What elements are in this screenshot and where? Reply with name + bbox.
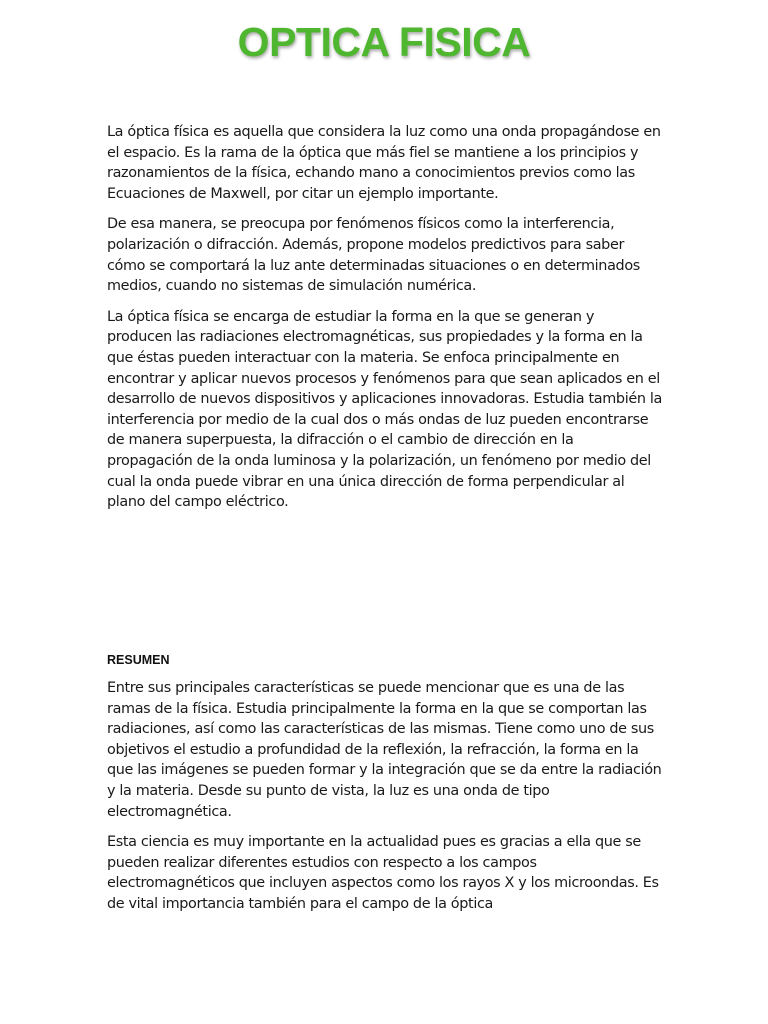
intro-section [107, 122, 663, 523]
document-title: OPTICA FISICA [237, 19, 531, 65]
summary-heading: RESUMEN [107, 653, 170, 667]
intro-paragraph-1: La óptica física es aquella que considera la luz como una onda propagándose en el espacio. Es la rama de la óptica que más fiel se mantiene a los principios y razonamientos de la física, echando mano a conocimientos previos como las Ecuaciones de Maxwell, por citar un ejemplo importante. [107, 124, 661, 202]
intro-paragraph-3: La óptica física se encarga de estudiar la forma en la que se generan y producen las radiaciones electromagnéticas, sus propiedades y la forma en la que éstas pueden interactuar con la materia. Se enfoca principalmente en encontrar y aplicar nuevos procesos y fenómenos para que sean aplicados en el desarrollo de nuevos dispositivos y aplicaciones innovadoras. Estudia también la interferencia por medio de la cual dos o más ondas de luz pueden encontrarse de manera superpuesta, la difracción o el cambio de dirección en la propagación de la onda luminosa y la polarización, un fenómeno por medio del cual la onda puede vibrar en una única dirección de forma perpendicular al plano del campo eléctrico. [107, 308, 662, 511]
summary-section [107, 651, 663, 925]
intro-paragraph-2: De esa manera, se preocupa por fenómenos físicos como la interferencia, polarización o difracción. Además, propone modelos predictivos para saber cómo se comportará la luz ante determinadas situaciones o en determinados medios, cuando no sistemas de simulación numérica. [107, 216, 640, 295]
summary-paragraph-2: Esta ciencia es muy importante en la actualidad pues es gracias a ella que se pueden realizar diferentes estudios con respecto a los campos electromagnéticos que incluyen aspectos como los rayos X y los microondas. Es de vital importancia también para el campo de la óptica [107, 834, 659, 912]
summary-paragraph-1: Entre sus principales características se puede mencionar que es una de las ramas de la física. Estudia principalmente la forma en la que se comportan las radiaciones, así como las características de las mismas. Tiene como uno de sus objetivos el estudio a profundidad de la reflexión, la refracción, la forma en la que las imágenes se pueden formar y la integración que se da entre la radiación y la materia. Desde su punto de vista, la luz es una onda de tipo electromagnética. [107, 680, 662, 820]
